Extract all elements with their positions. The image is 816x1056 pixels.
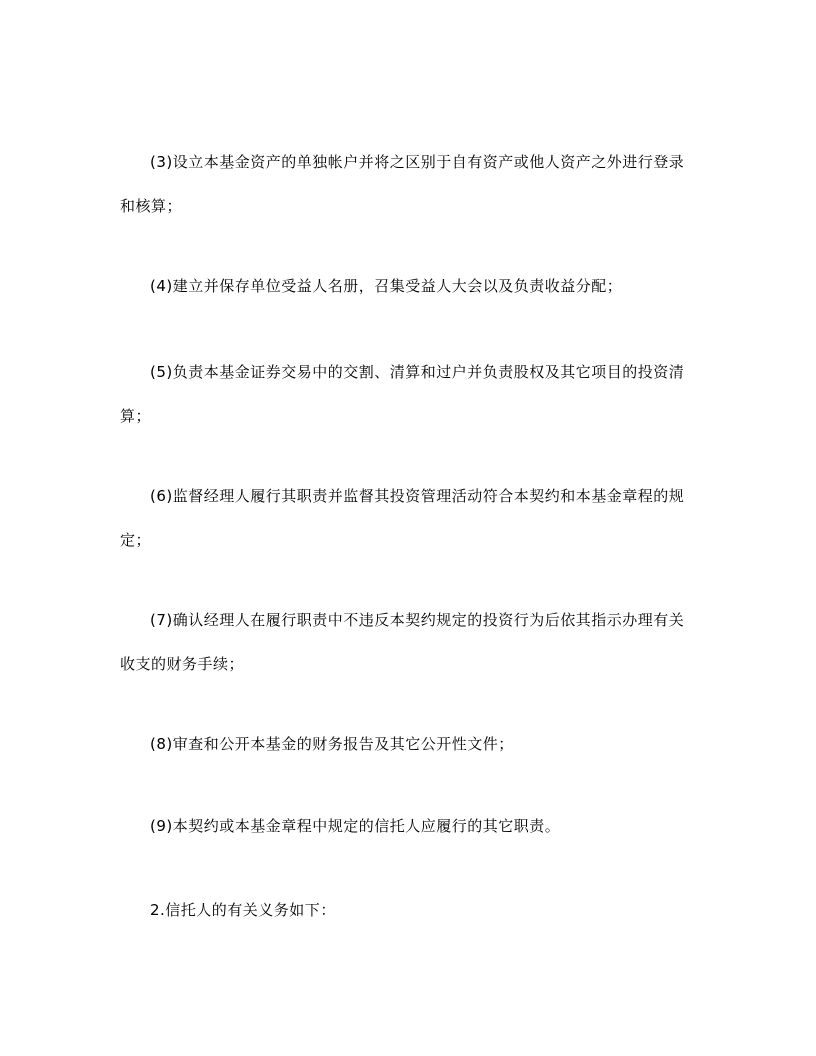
clause-6-paragraph: (6)监督经理人履行其职责并监督其投资管理活动符合本契约和本基金章程的规定； (120, 487, 685, 549)
clause-7-paragraph: (7)确认经理人在履行职责中不违反本契约规定的投资行为后依其指示办理有关收支的财务手续； (120, 611, 685, 673)
clause-9-paragraph: (9)本契约或本基金章程中规定的信托人应履行的其它职责。 (150, 817, 561, 835)
section-heading-trustee-obligations: 2.信托人的有关义务如下： (150, 901, 336, 919)
clause-8-paragraph: (8)审查和公开本基金的财务报告及其它公开性文件； (150, 735, 514, 753)
clause-3-paragraph: (3)设立本基金资产的单独帐户并将之区别于自有资产或他人资产之外进行登录和核算； (120, 153, 685, 215)
clause-4-paragraph: (4)建立并保存单位受益人名册，召集受益人大会以及负责收益分配； (150, 277, 623, 295)
clause-5-paragraph: (5)负责本基金证券交易中的交割、清算和过户并负责股权及其它项目的投资清算； (120, 363, 685, 425)
